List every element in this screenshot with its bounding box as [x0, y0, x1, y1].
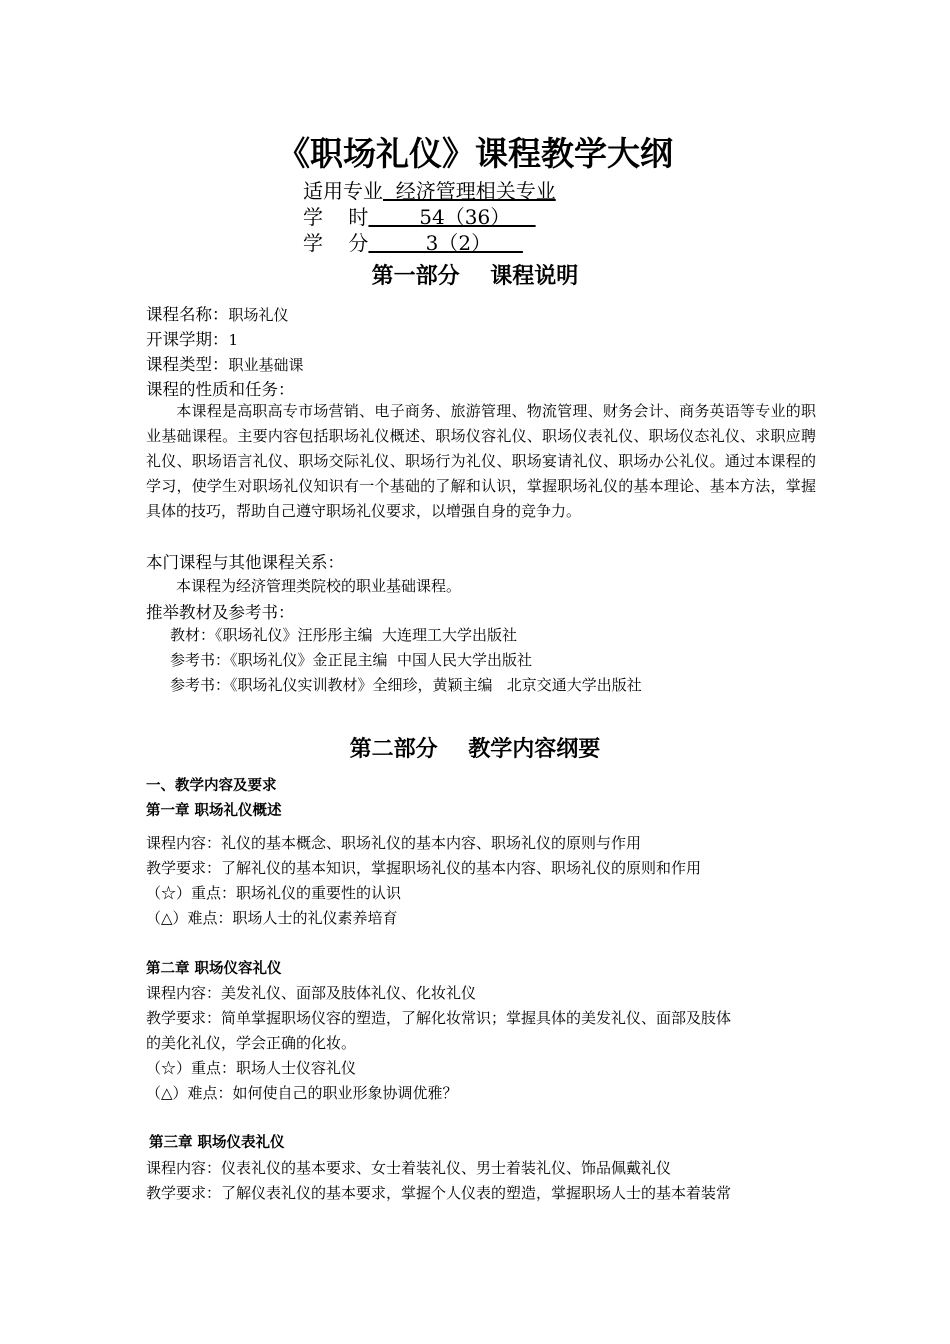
- chapter2-requirement-line1: 教学要求：简单掌握职场仪容的塑造，了解化妆常识；掌握具体的美发礼仪、面部及肢体: [146, 1009, 732, 1027]
- section-heading: 一、教学内容及要求: [146, 778, 277, 794]
- relation-heading: 本门课程与其他课程关系：: [146, 553, 344, 572]
- course-type-label: 课程类型：: [146, 355, 229, 374]
- nature-paragraph: [146, 399, 816, 524]
- course-name-label: 课程名称：: [146, 305, 229, 324]
- book-item: 教材：《职场礼仪》汪彤彤主编 大连理工大学出版社: [170, 626, 518, 644]
- chapter2-key-point: （☆）重点：职场人士仪容礼仪: [146, 1059, 357, 1077]
- chapter2-requirement-line2: 的美化礼仪，学会正确的化妆。: [146, 1034, 357, 1052]
- meta-major-row: [303, 175, 556, 204]
- semester-value: 1: [228, 331, 239, 349]
- part1-title: 第一部分 课程说明: [371, 264, 579, 289]
- chapter1-difficulty: （△）难点：职场人士的礼仪素养培育: [146, 909, 398, 927]
- chapter2-content: 课程内容：美发礼仪、面部及肢体礼仪、化妆礼仪: [146, 984, 477, 1002]
- chapter3-title: 第三章 职场仪表礼仪: [149, 1135, 285, 1151]
- chapter2-title: 第二章 职场仪容礼仪: [146, 961, 282, 977]
- course-name-value: 职场礼仪: [228, 306, 289, 324]
- meta-major-label: 适用专业: [303, 179, 383, 203]
- semester-row: [146, 326, 238, 350]
- nature-text: 本课程是高职高专市场营销、电子商务、旅游管理、物流管理、财务会计、商务英语等专业的职业基础课程。主要内容包括职场礼仪概述、职场仪容礼仪、职场仪表礼仪、职场仪态礼仪、求职应聘礼仪、职场语言礼仪、职场交际礼仪、职场行为礼仪、职场宴请礼仪、职场办公礼仪。通过本课程的学习，使学生对职场礼仪知识有一个基础的了解和认识，掌握职场礼仪的基本理论、基本方法，掌握具体的技巧，帮助自己遵守职场礼仪要求，以增强自身的竞争力。: [146, 402, 816, 520]
- semester-label: 开课学期：: [146, 330, 229, 349]
- book-item: 参考书：《职场礼仪实训教材》全细珍，黄颖主编 北京交通大学出版社: [170, 676, 642, 694]
- chapter1-key-point: （☆）重点：职场礼仪的重要性的认识: [146, 884, 402, 902]
- meta-hours-row: [303, 201, 536, 230]
- nature-heading: 课程的性质和任务：: [146, 380, 295, 399]
- meta-hours-label: 学 时: [303, 205, 369, 229]
- course-name-row: [146, 301, 289, 325]
- chapter1-content: 课程内容：礼仪的基本概念、职场礼仪的基本内容、职场礼仪的原则与作用: [146, 834, 642, 852]
- meta-credits-label: 学 分: [303, 231, 369, 255]
- book-item: 参考书：《职场礼仪》金正昆主编 中国人民大学出版社: [170, 651, 533, 669]
- course-type-row: [146, 351, 304, 375]
- meta-credits-value: 3（2）: [368, 231, 523, 255]
- chapter3-requirement-line1: 教学要求：了解仪表礼仪的基本要求，掌握个人仪表的塑造，掌握职场人士的基本着装常: [146, 1184, 732, 1202]
- chapter2-difficulty: （△）难点：如何使自己的职业形象协调优雅？: [146, 1084, 458, 1102]
- books-heading: 推举教材及参考书：: [146, 603, 295, 622]
- document-title: 《职场礼仪》课程教学大纲: [277, 134, 673, 173]
- chapter3-content: 课程内容：仪表礼仪的基本要求、女士着装礼仪、男士着装礼仪、饰品佩戴礼仪: [146, 1159, 672, 1177]
- meta-credits-row: [303, 227, 523, 256]
- relation-text: 本课程为经济管理类院校的职业基础课程。: [176, 577, 462, 595]
- part2-title: 第二部分 教学内容纲要: [349, 737, 601, 762]
- meta-hours-value: 54（36）: [368, 205, 536, 229]
- course-type-value: 职业基础课: [228, 356, 304, 374]
- meta-major-value: 经济管理相关专业: [383, 179, 556, 203]
- chapter1-title: 第一章 职场礼仪概述: [146, 803, 282, 819]
- chapter1-requirement: 教学要求：了解礼仪的基本知识，掌握职场礼仪的基本内容、职场礼仪的原则和作用: [146, 859, 702, 877]
